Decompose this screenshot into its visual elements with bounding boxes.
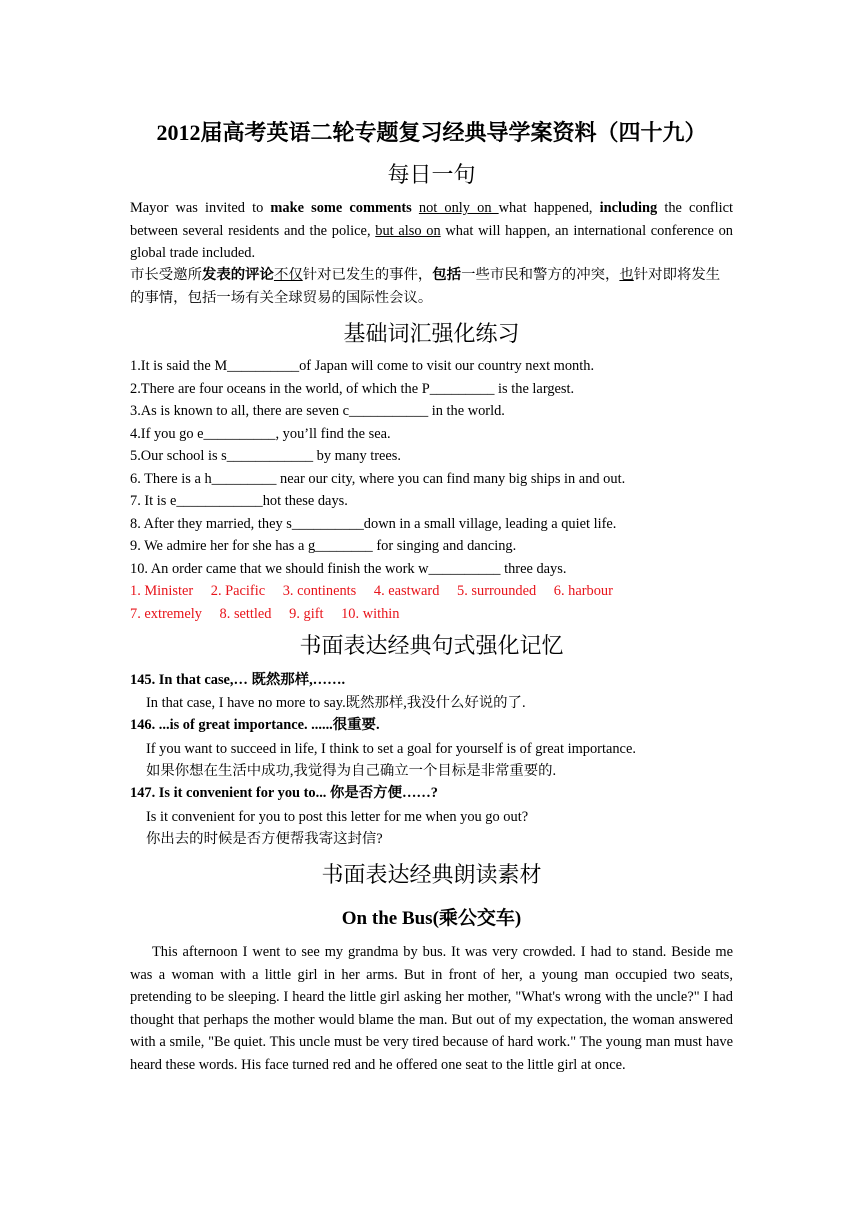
answer: 9. gift xyxy=(289,606,324,622)
underlined-phrase: 不仅 xyxy=(273,267,303,283)
underlined-phrase: 也 xyxy=(619,267,634,283)
reading-passage: This afternoon I went to see my grandma by bus. It was very crowded. I had to stand. Beside me was a woman with a little girl in her arms. But in front of her, a young man occupied two seats, pretending to be sleeping. I heard the little girl asking her mother, "What's wrong with the uncle?" I had thought that perhaps the mother would blame the man. But out of my expectation, the woman answered with a smile, "Be quiet. This uncle must be very tired because of hard work." The young man must have heard these words. His face turned red and he offered one seat to the little girl at once. xyxy=(130,944,733,1073)
vocab-item: 6. There is a h_________ near our city, where you can find many big ships in and out. xyxy=(130,471,626,487)
answer: 7. extremely xyxy=(130,606,202,622)
underlined-phrase: but also on xyxy=(375,222,441,239)
text-span: 市长受邀所 xyxy=(130,267,202,283)
text-span: what happened, xyxy=(498,200,600,216)
bold-phrase: make some comments xyxy=(270,200,412,216)
answer: 8. settled xyxy=(219,606,272,622)
pattern-example: In that case, I have no more to say.既然那样,我没什么好说的了. xyxy=(146,695,526,711)
pattern-title: 147. Is it convenient for you to... 你是否方便……? xyxy=(130,785,438,801)
vocab-item: 2.There are four oceans in the world, of which the P_________ is the largest. xyxy=(130,381,575,397)
vocab-item: 4.If you go e__________, you’ll find the sea. xyxy=(130,426,391,442)
answer: 2. Pacific xyxy=(210,583,266,599)
answer: 1. Minister xyxy=(130,583,194,599)
vocab-item: 5.Our school is s____________ by many trees. xyxy=(130,448,401,464)
vocab-item: 9. We admire her for she has a g________ for singing and dancing. xyxy=(130,538,517,554)
vocab-item: 3.As is known to all, there are seven c___________ in the world. xyxy=(130,403,505,419)
reading-title: On the Bus(乘公交车) xyxy=(341,908,522,929)
document-title: 2012届高考英语二轮专题复习经典导学案资料（四十九） xyxy=(156,120,707,145)
vocab-item: 10. An order came that we should finish the work w__________ three days. xyxy=(130,561,567,577)
pattern-title: 146. ...is of great importance. ......很重要. xyxy=(130,717,380,733)
reading-heading: 书面表达经典朗读素材 xyxy=(321,862,542,887)
text-span: the conflict between several residents and the police, xyxy=(130,200,734,239)
daily-sentence-heading: 每日一句 xyxy=(387,162,476,187)
pattern-title: 145. In that case,… 既然那样,……. xyxy=(130,672,346,688)
vocab-heading: 基础词汇强化练习 xyxy=(343,321,520,346)
daily-sentence-english xyxy=(130,197,733,265)
answer: 6. harbour xyxy=(553,583,613,599)
vocab-item: 1.It is said the M__________of Japan will come to visit our country next month. xyxy=(130,358,595,374)
vocab-item: 7. It is e____________hot these days. xyxy=(130,493,348,509)
answer: 10. within xyxy=(341,606,400,622)
text-span: 针对已发生的事件， xyxy=(302,267,433,283)
patterns-heading: 书面表达经典句式强化记忆 xyxy=(299,633,564,658)
answer: 5. surrounded xyxy=(457,583,537,599)
vocab-answers-row xyxy=(130,580,627,603)
daily-sentence-chinese xyxy=(130,264,733,309)
text-span: 一些市民和警方的冲突， xyxy=(461,267,620,283)
pattern-example: Is it convenient for you to post this letter for me when you go out? xyxy=(146,809,529,825)
pattern-example: 如果你想在生活中成功,我觉得为自己确立一个目标是非常重要的. xyxy=(146,763,557,779)
bold-phrase: 发表的评论 xyxy=(201,267,274,283)
text-span: Mayor was invited to xyxy=(130,200,271,216)
vocab-answers-row xyxy=(130,603,413,626)
pattern-example: If you want to succeed in life, I think to set a goal for yourself is of great importance. xyxy=(146,741,636,757)
answer: 3. continents xyxy=(282,583,357,599)
text-span: 针对即将发生的事情，包括一场有关全球贸易的国际性会议。 xyxy=(130,267,721,306)
text-span xyxy=(412,200,419,216)
pattern-example: 你出去的时候是否方便帮我寄这封信? xyxy=(146,831,383,847)
text-span: what will happen, an international conference on global trade included. xyxy=(130,222,733,261)
bold-phrase: 包括 xyxy=(432,267,462,283)
underlined-phrase: not only on xyxy=(418,200,499,216)
vocab-item: 8. After they married, they s__________down in a small village, leading a quiet life. xyxy=(130,516,617,532)
bold-phrase: including xyxy=(599,200,658,216)
answer: 4. eastward xyxy=(373,583,440,599)
